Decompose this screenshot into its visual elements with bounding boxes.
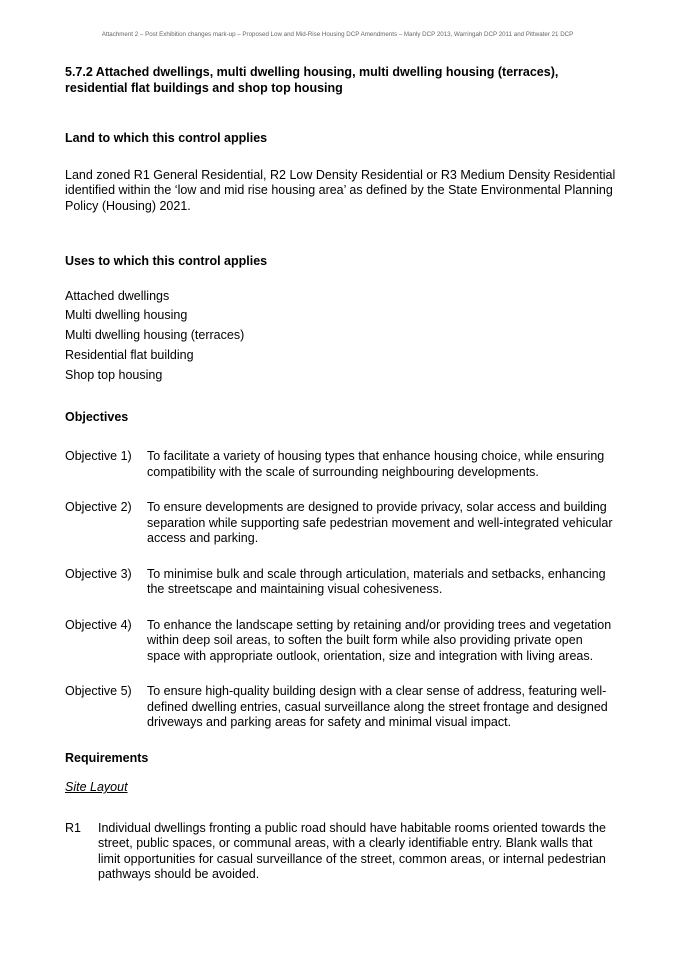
objective-text: To enhance the landscape setting by retaining and/or providing trees and vegetation within deep soil areas, to soften the built form while also providing private open space with appropriate outlook, orientation, size and integration with living areas. bbox=[147, 617, 612, 663]
list-item: Shop top housing bbox=[65, 368, 163, 383]
requirement-text: Individual dwellings fronting a public road should have habitable rooms oriented towards the street, public spaces, or communal areas, with a clearly identifiable entry. Blank walls that limit opportunities for casual surveillance of the street, common areas, or internal pedestrian pathways should be avoided. bbox=[98, 820, 606, 882]
list-item: Multi dwelling housing (terraces) bbox=[65, 328, 245, 343]
objective-item bbox=[65, 449, 617, 480]
land-heading: Land to which this control applies bbox=[65, 131, 268, 145]
page-header: Attachment 2 – Post Exhibition changes mark-up – Proposed Low and Mid-Rise Housing DCP Amendments – Manly DCP 2013, Warringah DCP 2011 and Pittwater 21 DCP bbox=[101, 31, 574, 38]
objective-label: Objective 4) bbox=[65, 617, 132, 632]
objective-label: Objective 3) bbox=[65, 566, 132, 581]
objective-item bbox=[65, 684, 617, 731]
objective-label: Objective 1) bbox=[65, 449, 132, 464]
objective-item bbox=[65, 500, 617, 547]
uses-heading: Uses to which this control applies bbox=[65, 254, 268, 268]
objective-item bbox=[65, 567, 617, 598]
objective-text: To facilitate a variety of housing types that enhance housing choice, while ensuring compatibility with the scale of surrounding neighbouring developments. bbox=[147, 449, 605, 479]
requirement-label: R1 bbox=[65, 820, 81, 835]
objective-text: To ensure high-quality building design with a clear sense of address, featuring well-defined dwelling entries, casual surveillance along the street frontage and designed driveways and parking areas for safety and minimal visual impact. bbox=[147, 684, 608, 730]
objective-text: To minimise bulk and scale through articulation, materials and setbacks, enhancing the streetscape and maintaining visual cohesiveness. bbox=[147, 566, 606, 597]
objective-label: Objective 2) bbox=[65, 500, 132, 515]
requirements-heading: Requirements bbox=[65, 750, 149, 765]
section-title: 5.7.2 Attached dwellings, multi dwelling housing, multi dwelling housing (terraces), residential flat buildings and shop top housing bbox=[65, 65, 559, 95]
list-item: Multi dwelling housing bbox=[65, 308, 188, 323]
objective-text: To ensure developments are designed to provide privacy, solar access and building separation while supporting safe pedestrian movement and well-integrated vehicular access and parking. bbox=[147, 500, 613, 546]
requirement-item bbox=[65, 821, 617, 883]
land-text: Land zoned R1 General Residential, R2 Low Density Residential or R3 Medium Density Residential identified within the ‘low and mid rise housing area’ as defined by the State Environmental Planning Policy (Housing) 2021. bbox=[65, 167, 616, 213]
document-body bbox=[65, 65, 617, 883]
uses-list bbox=[65, 289, 617, 384]
list-item: Attached dwellings bbox=[65, 288, 170, 303]
objectives-heading: Objectives bbox=[65, 409, 129, 424]
list-item: Residential flat building bbox=[65, 348, 194, 363]
objectives-list bbox=[65, 449, 617, 731]
objective-label: Objective 5) bbox=[65, 684, 132, 699]
objective-item bbox=[65, 618, 617, 665]
site-layout-subheading: Site Layout bbox=[65, 780, 128, 795]
